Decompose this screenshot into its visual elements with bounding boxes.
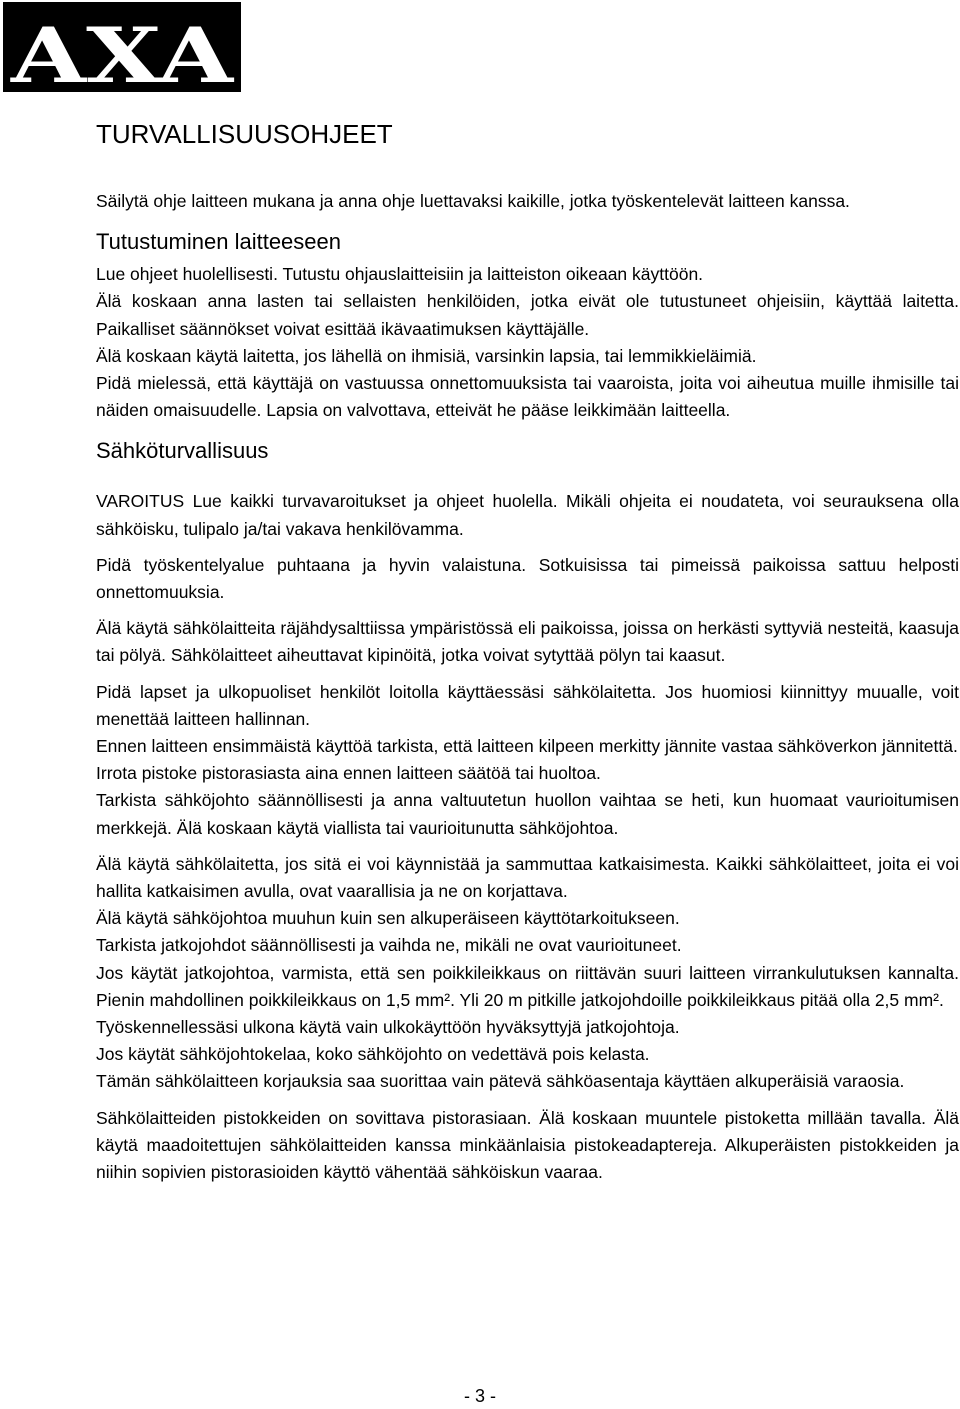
paragraph: Älä käytä sähköjohtoa muuhun kuin sen alkuperäiseen käyttötarkoitukseen. [96, 908, 680, 929]
axa-logo [3, 2, 241, 92]
warning-paragraph: VAROITUS Lue kaikki turvavaroitukset ja ohjeet huolella. Mikäli ohjeita ei noudateta, voi seurauksena olla sähköisku, tulipalo ja/tai vakava henkilövamma. [96, 491, 959, 539]
paragraph: Lue ohjeet huolellisesti. Tutustu ohjauslaitteisiin ja laitteiston oikeaan käyttöön. [96, 264, 704, 285]
paragraph: Pidä mielessä, että käyttäjä on vastuussa onnettomuuksista tai vaaroista, joita voi aiheutua muille ihmisille tai näiden omaisuudelle. Lapsia on valvottava, etteivät he pääse leikkimään laitteella. [96, 373, 959, 421]
page-title: TURVALLISUUSOHJEET [96, 119, 393, 149]
paragraph: Pidä lapset ja ulkopuoliset henkilöt loitolla käyttäessäsi sähkölaitetta. Jos huomiosi kiinnittyy muualle, voit menettää laitteen hallinnan. [96, 681, 959, 729]
section-heading-sahkoturvallisuus: Sähköturvallisuus [96, 438, 269, 464]
page-number: - 3 - [463, 1386, 496, 1406]
paragraph: Jos käytät sähköjohtokelaa, koko sähköjohto on vedettävä pois kelasta. [96, 1044, 650, 1065]
intro-paragraph: Säilytä ohje laitteen mukana ja anna ohje luettavaksi kaikille, jotka työskentelevät laitteen kanssa. [96, 191, 850, 211]
paragraph: Älä käytä sähkölaitteita räjähdysalttiissa ympäristössä eli paikoissa, joissa on herkästi syttyviä nesteitä, kaasuja tai pölyä. Sähkölaitteet aiheuttavat kipinöitä, jotka voivat sytyttää pölyn tai kaasut. [96, 618, 959, 666]
paragraph: Tämän sähkölaitteen korjauksia saa suorittaa vain pätevä sähköasentaja käyttäen alkuperäisiä varaosia. [96, 1071, 905, 1092]
paragraph: Työskennellessäsi ulkona käytä vain ulkokäyttöön hyväksyttyjä jatkojohtoja. [96, 1017, 680, 1038]
paragraph: Sähkölaitteiden pistokkeiden on sovittava pistorasiaan. Älä koskaan muuntele pistoketta millään tavalla. Älä käytä maadoitettujen sähkölaitteiden kanssa minkäänlaisia pistokeadaptereja. Alkuperäisten pistokkeiden ja niihin sopivien pistorasioiden käyttö vähentää sähköiskun vaaraa. [96, 1107, 959, 1183]
paragraph: Ennen laitteen ensimmäistä käyttöä tarkista, että laitteen kilpeen merkitty jännite vastaa sähköverkon jännitettä. [96, 736, 958, 757]
paragraph: Tarkista jatkojohdot säännöllisesti ja vaihda ne, mikäli ne ovat vaurioituneet. [96, 935, 682, 956]
paragraph: Tarkista sähköjohto säännöllisesti ja anna valtuutetun huollon vaihtaa se heti, kun huomaat vaurioitumisen merkkejä. Älä koskaan käytä viallista tai vaurioitunutta sähköjohtoa. [96, 790, 959, 838]
paragraph: Älä koskaan käytä laitetta, jos lähellä on ihmisiä, varsinkin lapsia, tai lemmikkieläimiä. [96, 345, 757, 366]
paragraph: Irrota pistoke pistorasiasta aina ennen laitteen säätöä tai huoltoa. [96, 763, 601, 784]
paragraph: Älä koskaan anna lasten tai sellaisten henkilöiden, jotka eivät ole tutustuneet ohjeisiin, käyttää laitetta. Paikalliset säännökset voivat esittää ikävaatimuksen käyttäjälle. [96, 291, 959, 339]
paragraph: Älä käytä sähkölaitetta, jos sitä ei voi käynnistää ja sammuttaa katkaisimesta. Kaikki sähkölaitteet, joita ei voi hallita katkaisimen avulla, ovat vaarallisia ja ne on korjattava. [96, 853, 959, 902]
section-heading-tutustuminen: Tutustuminen laitteeseen [96, 229, 341, 255]
logo-text: AXA [9, 11, 235, 92]
axa-logo-mark [3, 2, 241, 92]
paragraph: Jos käytät jatkojohtoa, varmista, että sen poikkileikkaus on riittävän suuri laitteen virrankulutuksen kannalta. Pienin mahdollinen poikkileikkaus on 1,5 mm². Yli 20 m pitkille jatkojohdoille poikkileikkaus pitää olla 2,5 mm². [96, 962, 959, 1010]
paragraph: Pidä työskentelyalue puhtaana ja hyvin valaistuna. Sotkuisissa tai pimeissä paikoissa sattuu helposti onnettomuuksia. [96, 554, 959, 603]
document-body [96, 112, 959, 1186]
